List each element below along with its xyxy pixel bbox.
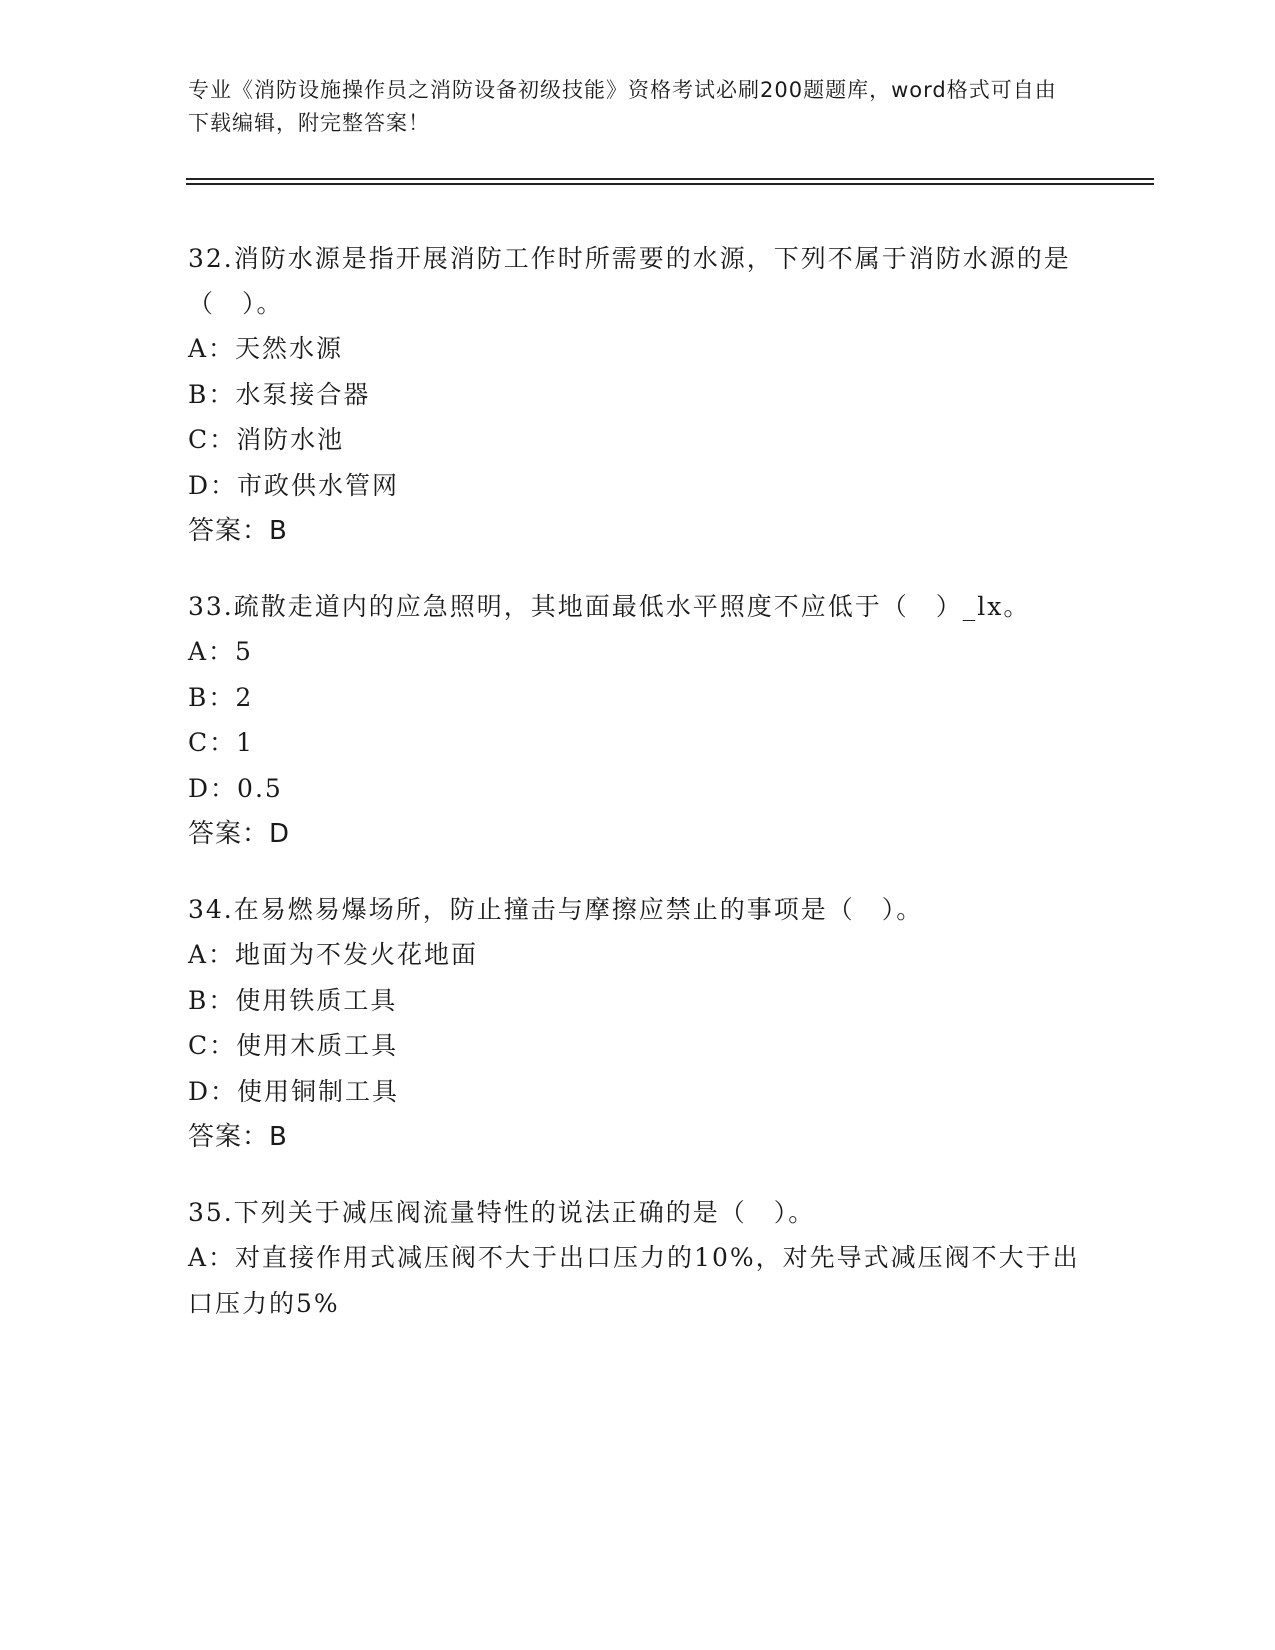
- option-a: A：天然水源: [188, 334, 344, 363]
- option-c: C：使用木质工具: [188, 1031, 399, 1060]
- option-b: B：使用铁质工具: [188, 985, 398, 1015]
- question-stem: 35.下列关于减压阀流量特性的说法正确的是（ ）。: [188, 1198, 816, 1227]
- question-35: [188, 1190, 1088, 1326]
- answer-line: 答案：D: [188, 819, 291, 849]
- option-a: A：5: [188, 637, 253, 666]
- option-b: B：水泵接合器: [188, 379, 371, 409]
- question-32: [188, 236, 1088, 554]
- answer-line: 答案：B: [188, 516, 288, 546]
- option-c: C：1: [188, 728, 255, 757]
- answer-line: 答案：B: [188, 1122, 288, 1152]
- option-c: C：消防水池: [188, 425, 345, 454]
- question-stem: 33.疏散走道内的应急照明，其地面最低水平照度不应低于（ ）_lx。: [188, 592, 1031, 621]
- option-d: D：市政供水管网: [188, 470, 400, 500]
- question-33: [188, 584, 1088, 857]
- option-d: D：0.5: [188, 773, 283, 803]
- header-divider-top: [186, 178, 1154, 180]
- option-a: A：地面为不发火花地面: [188, 940, 479, 969]
- question-stem: 32.消防水源是指开展消防工作时所需要的水源，下列不属于消防水源的是（ ）。: [188, 244, 1071, 318]
- document-header: 专业《消防设施操作员之消防设备初级技能》资格考试必刷200题题库，word格式可自由下载编辑，附完整答案！: [188, 78, 1057, 135]
- question-34: [188, 887, 1088, 1160]
- question-list: [188, 236, 1088, 1356]
- question-stem: 34.在易燃易爆场所，防止撞击与摩擦应禁止的事项是（ ）。: [188, 895, 924, 924]
- option-a: A：对直接作用式减压阀不大于出口压力的10%，对先导式减压阀不大于出口压力的5%: [188, 1243, 1080, 1318]
- option-d: D：使用铜制工具: [188, 1076, 400, 1106]
- header-divider-bottom: [186, 183, 1154, 185]
- option-b: B：2: [188, 682, 254, 712]
